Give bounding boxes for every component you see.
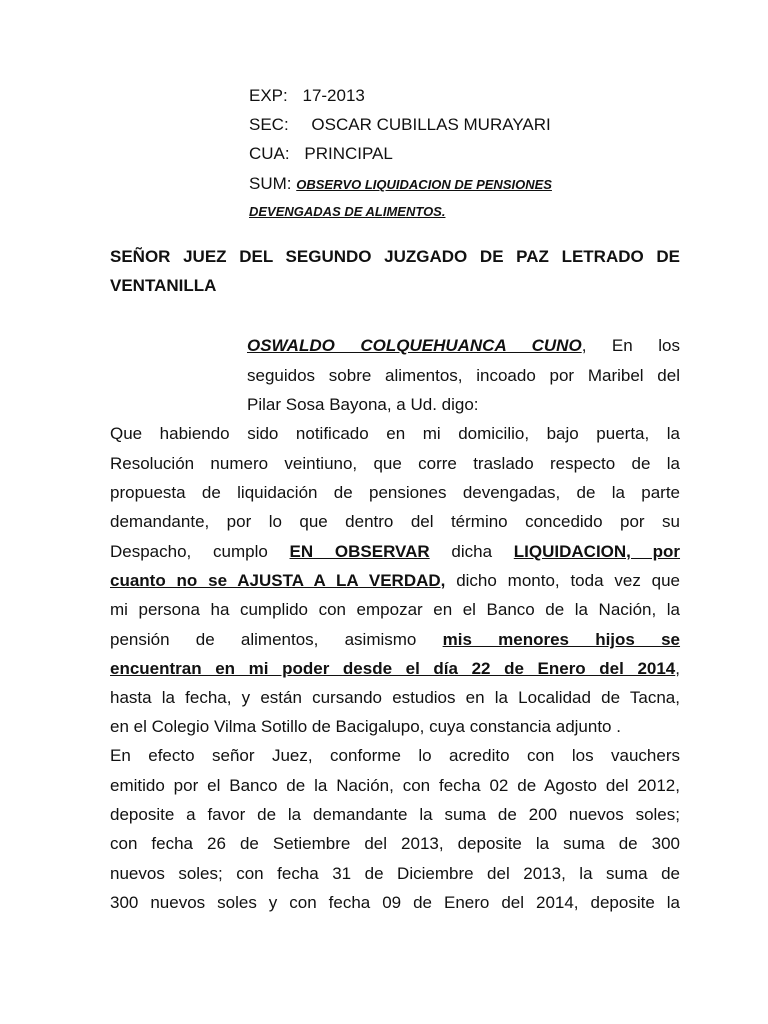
body-line-6-b: dicho monto, toda vez que <box>445 571 680 590</box>
body-line-13: emitido por el Banco de la Nación, con fecha 02 de Agosto del 2012, <box>110 776 680 795</box>
body-line-5-c: dicha <box>429 542 514 561</box>
en-mi-poder-emphasis: encuentran en mi poder desde el día 22 de Enero del 2014 <box>110 659 676 678</box>
addressee-line1: SEÑOR JUEZ DEL SEGUNDO JUZGADO DE PAZ LETRADO DE <box>110 247 680 266</box>
exp-value: 17-2013 <box>302 86 365 105</box>
intro-line1-rest: , En los <box>581 336 680 355</box>
sum-line <box>249 174 552 195</box>
body-line-7: mi persona ha cumplido con empozar en el Banco de la Nación, la <box>110 600 680 619</box>
sec-line <box>249 115 551 135</box>
cua-value: PRINCIPAL <box>304 144 393 163</box>
body-line-8 <box>110 630 680 650</box>
body-line-5 <box>110 542 680 562</box>
exp-line <box>249 86 365 106</box>
sum-text-line2: DEVENGADAS DE ALIMENTOS. <box>249 204 446 219</box>
body-line-6 <box>110 571 680 591</box>
sec-value: OSCAR CUBILLAS MURAYARI <box>311 115 551 134</box>
body-line-3: propuesta de liquidación de pensiones devengadas, de la parte <box>110 483 680 502</box>
intro-line3: Pilar Sosa Bayona, a Ud. digo: <box>247 395 479 414</box>
body-line-11: en el Colegio Vilma Sotillo de Bacigalupo, cuya constancia adjunto . <box>110 717 621 736</box>
party-name: OSWALDO COLQUEHUANCA CUNO <box>247 336 582 355</box>
intro-line1 <box>247 336 680 356</box>
no-ajusta-emphasis: cuanto no se AJUSTA A LA VERDAD, <box>110 571 446 590</box>
sum-line-2 <box>249 201 445 222</box>
body-line-10: hasta la fecha, y están cursando estudios en la Localidad de Tacna, <box>110 688 680 707</box>
en-observar-emphasis: EN OBSERVAR <box>289 542 430 561</box>
sum-text-line1: OBSERVO LIQUIDACION DE PENSIONES <box>296 177 552 192</box>
cua-line <box>249 144 393 164</box>
body-line-9 <box>110 659 680 679</box>
exp-label: EXP: <box>249 86 288 105</box>
body-line-2: Resolución numero veintiuno, que corre traslado respecto de la <box>110 454 680 473</box>
body-line-8-a: pensión de alimentos, asimismo <box>110 630 443 649</box>
body-line-1: Que habiendo sido notificado en mi domicilio, bajo puerta, la <box>110 424 680 443</box>
body-line-5-a: Despacho, cumplo <box>110 542 290 561</box>
sec-label: SEC: <box>249 115 289 134</box>
body-line-12: En efecto señor Juez, conforme lo acredito con los vauchers <box>110 746 680 765</box>
cua-label: CUA: <box>249 144 290 163</box>
liquidacion-emphasis: LIQUIDACION, por <box>513 542 681 561</box>
body-line-16: nuevos soles; con fecha 31 de Diciembre del 2013, la suma de <box>110 864 680 883</box>
body-line-15: con fecha 26 de Setiembre del 2013, deposite la suma de 300 <box>110 834 680 853</box>
intro-line2: seguidos sobre alimentos, incoado por Maribel del <box>247 366 680 385</box>
body-line-9-b: , <box>675 659 680 678</box>
menores-hijos-emphasis: mis menores hijos se <box>442 630 681 649</box>
addressee-line2: VENTANILLA <box>110 276 217 295</box>
sum-label: SUM: <box>249 174 292 193</box>
body-line-17: 300 nuevos soles y con fecha 09 de Enero del 2014, deposite la <box>110 893 680 912</box>
body-line-4: demandante, por lo que dentro del término concedido por su <box>110 512 680 531</box>
body-line-14: deposite a favor de la demandante la suma de 200 nuevos soles; <box>110 805 680 824</box>
